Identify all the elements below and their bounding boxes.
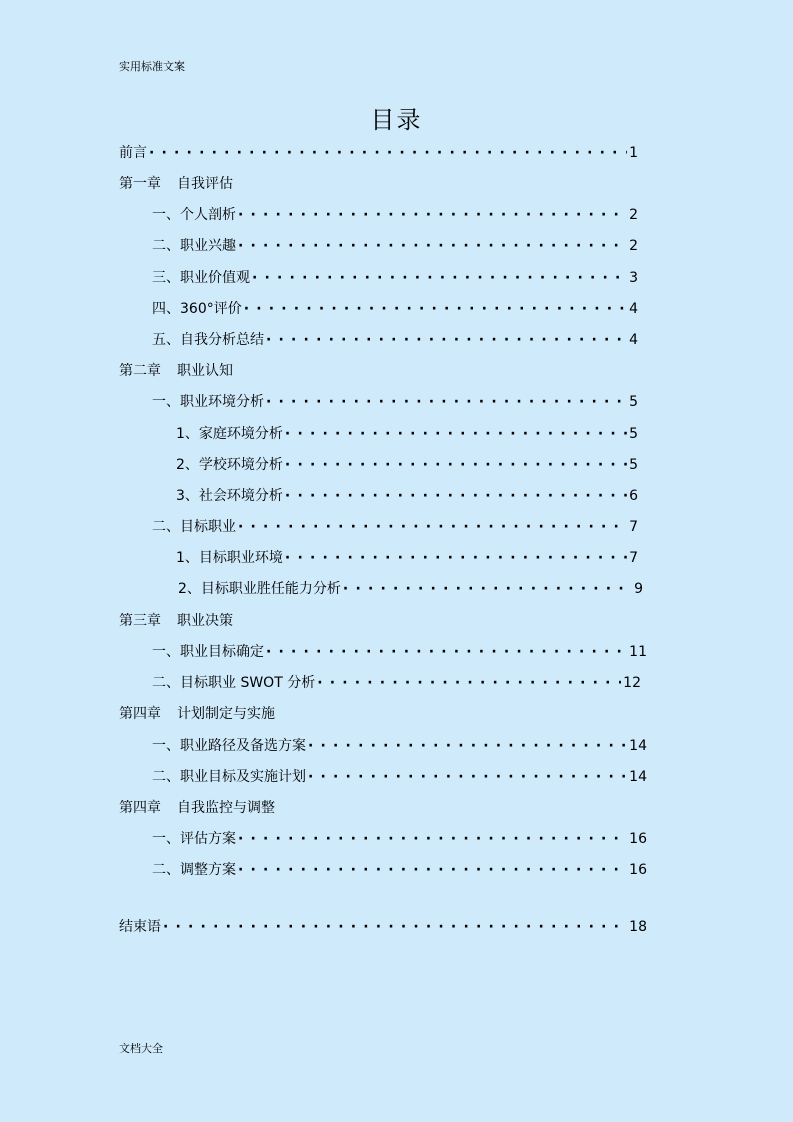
toc-entry-page: 2 xyxy=(629,238,638,254)
toc-leader-dots xyxy=(147,143,627,163)
toc-chapter-1[interactable] xyxy=(119,174,233,194)
toc-leader-dots xyxy=(236,860,627,880)
toc-leader-dots xyxy=(236,829,627,849)
toc-entry-page: 16 xyxy=(629,862,647,878)
toc-entry-page: 9 xyxy=(634,581,643,597)
toc-entry-label: 二、职业兴趣 xyxy=(152,238,236,254)
toc-entry-page: 4 xyxy=(629,301,638,317)
toc-chapter-title: 职业认知 xyxy=(177,363,233,379)
toc-entry-page: 5 xyxy=(629,426,638,442)
toc-leader-dots xyxy=(306,767,627,787)
toc-entry-page: 5 xyxy=(629,394,638,410)
toc-leader-dots xyxy=(236,236,627,256)
toc-entry-label: 二、调整方案 xyxy=(152,862,236,878)
toc-chapter-number: 第四章 xyxy=(119,706,161,722)
toc-title: 目录 xyxy=(370,106,423,134)
toc-entry-label: 二、职业目标及实施计划 xyxy=(152,769,306,785)
toc-entry[interactable] xyxy=(152,236,638,256)
toc-entry[interactable] xyxy=(152,299,638,319)
toc-leader-dots xyxy=(315,673,621,693)
toc-entry-page: 7 xyxy=(629,550,638,566)
toc-chapter-title: 职业决策 xyxy=(177,613,233,629)
page-footer: 文档大全 xyxy=(119,1042,163,1055)
toc-leader-dots xyxy=(283,548,627,568)
toc-entry[interactable] xyxy=(152,517,638,537)
toc-chapter-number: 第一章 xyxy=(119,176,161,192)
toc-entry-label: 三、职业价值观 xyxy=(152,270,250,286)
toc-entry-conclusion[interactable] xyxy=(119,917,647,937)
toc-entry-label: 一、职业目标确定 xyxy=(152,644,264,660)
toc-entry[interactable] xyxy=(152,330,638,350)
toc-entry-page: 3 xyxy=(629,270,638,286)
toc-entry-page: 7 xyxy=(629,519,638,535)
toc-entry-page: 5 xyxy=(629,457,638,473)
toc-entry[interactable] xyxy=(178,579,643,599)
toc-entry[interactable] xyxy=(176,548,638,568)
toc-chapter-title: 自我评估 xyxy=(177,176,233,192)
toc-entry-page: 14 xyxy=(629,769,647,785)
toc-entry-label: 1、目标职业环境 xyxy=(176,550,283,566)
toc-entry-label: 前言 xyxy=(119,145,147,161)
toc-entry[interactable] xyxy=(152,673,641,693)
toc-entry-label: 3、社会环境分析 xyxy=(176,488,283,504)
toc-leader-dots xyxy=(236,517,627,537)
toc-entry-page: 12 xyxy=(623,675,641,691)
toc-entry[interactable] xyxy=(152,205,638,225)
toc-leader-dots xyxy=(250,268,627,288)
toc-entry[interactable] xyxy=(152,642,647,662)
toc-leader-dots xyxy=(264,642,627,662)
toc-chapter-number: 第三章 xyxy=(119,613,161,629)
toc-entry-label: 2、学校环境分析 xyxy=(176,457,283,473)
toc-leader-dots xyxy=(306,736,627,756)
toc-entry[interactable] xyxy=(152,767,647,787)
toc-chapter-3[interactable] xyxy=(119,611,233,631)
toc-chapter-number: 第四章 xyxy=(119,800,161,816)
toc-entry-preface[interactable] xyxy=(119,143,638,163)
toc-entry-label: 二、目标职业 xyxy=(152,519,236,535)
toc-entry-label: 五、自我分析总结 xyxy=(152,332,264,348)
toc-leader-dots xyxy=(264,330,627,350)
toc-entry[interactable] xyxy=(152,736,647,756)
toc-entry-label: 四、360°评价 xyxy=(152,301,242,317)
toc-entry-page: 2 xyxy=(629,207,638,223)
toc-entry-page: 14 xyxy=(629,738,647,754)
toc-entry-page: 6 xyxy=(629,488,638,504)
toc-entry-label: 结束语 xyxy=(119,919,161,935)
toc-chapter-4[interactable] xyxy=(119,704,275,724)
toc-entry-label: 2、目标职业胜任能力分析 xyxy=(178,581,341,597)
toc-entry-page: 4 xyxy=(629,332,638,348)
toc-entry-label: 1、家庭环境分析 xyxy=(176,426,283,442)
toc-entry[interactable] xyxy=(152,860,647,880)
toc-leader-dots xyxy=(161,917,627,937)
toc-entry-label: 一、个人剖析 xyxy=(152,207,236,223)
toc-entry[interactable] xyxy=(176,424,638,444)
toc-leader-dots xyxy=(283,424,627,444)
toc-leader-dots xyxy=(341,579,632,599)
toc-entry-page: 1 xyxy=(629,145,638,161)
toc-entry[interactable] xyxy=(152,268,638,288)
toc-entry-page: 11 xyxy=(629,644,647,660)
toc-entry-label: 一、评估方案 xyxy=(152,831,236,847)
toc-chapter-title: 计划制定与实施 xyxy=(177,706,275,722)
toc-chapter-number: 第二章 xyxy=(119,363,161,379)
toc-entry[interactable] xyxy=(176,486,638,506)
toc-entry-label: 二、目标职业 SWOT 分析 xyxy=(152,675,316,691)
toc-chapter-4b[interactable] xyxy=(119,798,275,818)
toc-leader-dots xyxy=(242,299,627,319)
toc-entry-page: 18 xyxy=(629,919,647,935)
toc-entry[interactable] xyxy=(152,829,647,849)
page-header: 实用标准文案 xyxy=(119,60,185,73)
toc-entry[interactable] xyxy=(152,392,638,412)
toc-leader-dots xyxy=(283,486,627,506)
toc-entry-page: 16 xyxy=(629,831,647,847)
toc-leader-dots xyxy=(236,205,627,225)
toc-chapter-title: 自我监控与调整 xyxy=(177,800,275,816)
toc-chapter-2[interactable] xyxy=(119,361,233,381)
toc-entry[interactable] xyxy=(176,455,638,475)
toc-entry-label: 一、职业环境分析 xyxy=(152,394,264,410)
toc-entry-label: 一、职业路径及备选方案 xyxy=(152,738,306,754)
toc-leader-dots xyxy=(264,392,627,412)
toc-leader-dots xyxy=(283,455,627,475)
